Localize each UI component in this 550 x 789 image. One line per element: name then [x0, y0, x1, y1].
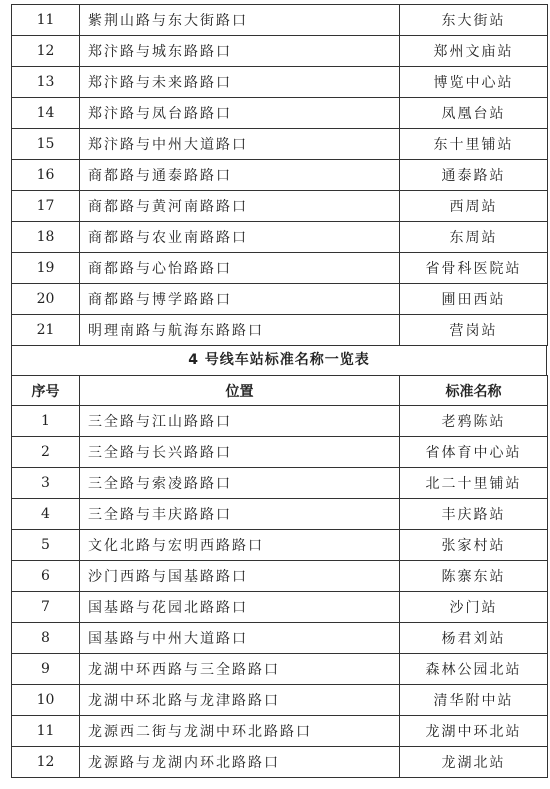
table-row: [12, 747, 548, 778]
row-location: 三全路与丰庆路路口: [80, 499, 400, 530]
row-station-name: 西周站: [400, 191, 548, 222]
row-station-name: 凤凰台站: [400, 98, 548, 129]
line4-table-body: [12, 406, 548, 778]
row-station-name: 森林公园北站: [400, 654, 548, 685]
row-number: 8: [12, 623, 80, 654]
table-row: [12, 129, 548, 160]
row-number: 4: [12, 499, 80, 530]
row-station-name: 营岗站: [400, 315, 548, 346]
row-number: 16: [12, 160, 80, 191]
row-number: 20: [12, 284, 80, 315]
row-location: 国基路与中州大道路口: [80, 623, 400, 654]
row-number: 3: [12, 468, 80, 499]
header-station: 标准名称: [400, 376, 548, 406]
document-page: [11, 4, 547, 778]
table-row: [12, 530, 548, 561]
row-station-name: 沙门站: [400, 592, 548, 623]
table-row: [12, 716, 548, 747]
row-station-name: 清华附中站: [400, 685, 548, 716]
row-number: 19: [12, 253, 80, 284]
row-location: 郑汴路与凤台路路口: [80, 98, 400, 129]
table-row: [12, 468, 548, 499]
row-number: 21: [12, 315, 80, 346]
row-station-name: 龙湖北站: [400, 747, 548, 778]
header-row: [12, 376, 548, 406]
table-row: [12, 253, 548, 284]
table-row: [12, 284, 548, 315]
line4-table-header: [12, 376, 548, 406]
row-location: 龙源路与龙湖内环北路路口: [80, 747, 400, 778]
row-number: 11: [12, 5, 80, 36]
row-station-name: 北二十里铺站: [400, 468, 548, 499]
table-row: [12, 222, 548, 253]
row-number: 6: [12, 561, 80, 592]
row-location: 紫荆山路与东大街路口: [80, 5, 400, 36]
row-location: 商都路与通泰路路口: [80, 160, 400, 191]
row-station-name: 龙湖中环北站: [400, 716, 548, 747]
row-number: 13: [12, 67, 80, 98]
row-location: 龙湖中环西路与三全路路口: [80, 654, 400, 685]
row-station-name: 丰庆路站: [400, 499, 548, 530]
line3-station-table: [11, 4, 548, 346]
line4-table-title: 4 号线车站标准名称一览表: [11, 346, 547, 375]
row-station-name: 郑州文庙站: [400, 36, 548, 67]
row-location: 商都路与博学路路口: [80, 284, 400, 315]
table-row: [12, 592, 548, 623]
table-row: [12, 623, 548, 654]
row-station-name: 东十里铺站: [400, 129, 548, 160]
line4-station-table: [11, 375, 548, 778]
header-no: 序号: [12, 376, 80, 406]
row-location: 三全路与索凌路路口: [80, 468, 400, 499]
row-station-name: 省体育中心站: [400, 437, 548, 468]
row-location: 明理南路与航海东路路口: [80, 315, 400, 346]
table-row: [12, 654, 548, 685]
row-location: 商都路与心怡路路口: [80, 253, 400, 284]
row-number: 12: [12, 747, 80, 778]
header-location: 位置: [80, 376, 400, 406]
row-number: 10: [12, 685, 80, 716]
table-row: [12, 98, 548, 129]
row-station-name: 通泰路站: [400, 160, 548, 191]
row-number: 11: [12, 716, 80, 747]
row-number: 14: [12, 98, 80, 129]
row-location: 龙源西二街与龙湖中环北路路口: [80, 716, 400, 747]
row-number: 17: [12, 191, 80, 222]
table-row: [12, 406, 548, 437]
row-location: 文化北路与宏明西路路口: [80, 530, 400, 561]
table-row: [12, 685, 548, 716]
row-station-name: 张家村站: [400, 530, 548, 561]
row-location: 三全路与江山路路口: [80, 406, 400, 437]
row-number: 1: [12, 406, 80, 437]
table-row: [12, 36, 548, 67]
table-row: [12, 160, 548, 191]
row-station-name: 圃田西站: [400, 284, 548, 315]
table-row: [12, 5, 548, 36]
row-location: 国基路与花园北路路口: [80, 592, 400, 623]
line3-table-body: [12, 5, 548, 346]
row-location: 商都路与农业南路路口: [80, 222, 400, 253]
row-station-name: 省骨科医院站: [400, 253, 548, 284]
table-row: [12, 191, 548, 222]
row-station-name: 博览中心站: [400, 67, 548, 98]
row-location: 龙湖中环北路与龙津路路口: [80, 685, 400, 716]
table-row: [12, 67, 548, 98]
row-station-name: 杨君刘站: [400, 623, 548, 654]
row-station-name: 东大街站: [400, 5, 548, 36]
row-location: 商都路与黄河南路路口: [80, 191, 400, 222]
table-row: [12, 561, 548, 592]
row-location: 三全路与长兴路路口: [80, 437, 400, 468]
row-number: 5: [12, 530, 80, 561]
row-station-name: 陈寨东站: [400, 561, 548, 592]
row-number: 9: [12, 654, 80, 685]
table-row: [12, 315, 548, 346]
table-row: [12, 499, 548, 530]
row-station-name: 老鸦陈站: [400, 406, 548, 437]
row-number: 7: [12, 592, 80, 623]
row-location: 郑汴路与中州大道路口: [80, 129, 400, 160]
row-number: 12: [12, 36, 80, 67]
row-location: 郑汴路与城东路路口: [80, 36, 400, 67]
row-number: 18: [12, 222, 80, 253]
row-number: 2: [12, 437, 80, 468]
row-location: 沙门西路与国基路路口: [80, 561, 400, 592]
row-location: 郑汴路与未来路路口: [80, 67, 400, 98]
table-row: [12, 437, 548, 468]
row-station-name: 东周站: [400, 222, 548, 253]
row-number: 15: [12, 129, 80, 160]
